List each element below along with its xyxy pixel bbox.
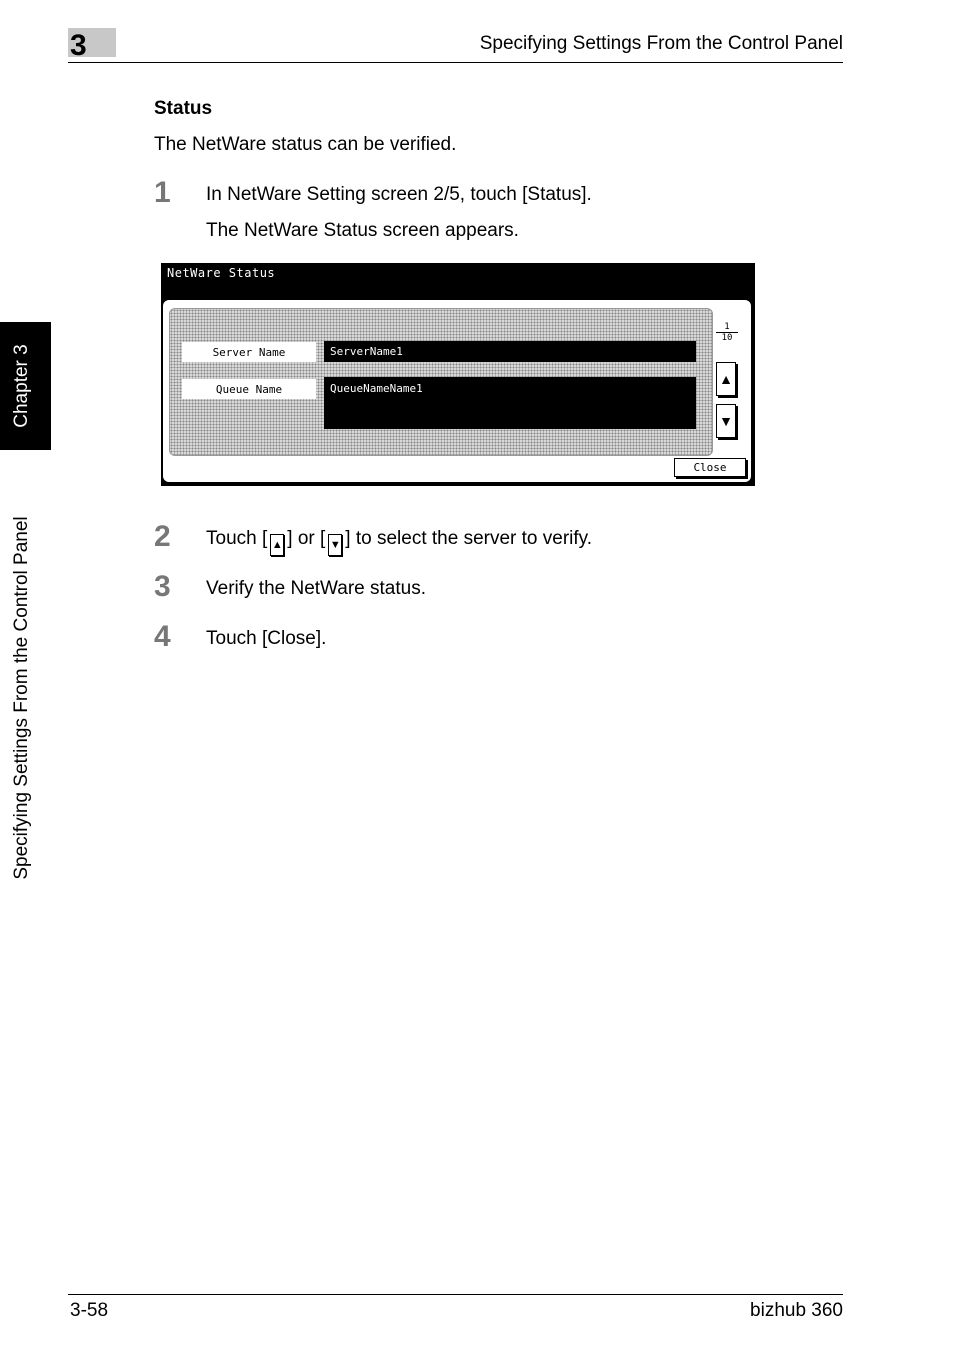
section-heading: Status [154, 98, 213, 119]
step-2-text-before: Touch [ [206, 528, 268, 549]
footer-page-number: 3-58 [70, 1300, 109, 1321]
queue-name-label: Queue Name [182, 379, 316, 399]
arrow-down-icon: ▼ [719, 413, 733, 429]
screen-panel [163, 300, 751, 482]
footer-product-name: bizhub 360 [750, 1300, 843, 1321]
step-2-text-after: ] to select the server to verify. [345, 528, 593, 549]
step-number-4: 4 [154, 620, 171, 653]
close-button[interactable]: Close [674, 458, 746, 477]
step-text-1: In NetWare Setting screen 2/5, touch [Status]. [206, 184, 592, 205]
screen-title: NetWare Status [167, 266, 276, 280]
page-indicator [716, 322, 738, 343]
scroll-up-button[interactable] [716, 362, 736, 396]
inline-arrow-up-icon: ▲ [270, 534, 284, 556]
step-text-2 [206, 528, 592, 556]
server-name-label: Server Name [182, 342, 316, 362]
arrow-up-icon: ▲ [719, 371, 733, 387]
side-section-label: Specifying Settings From the Control Panel [11, 516, 32, 880]
header-title: Specifying Settings From the Control Panel [479, 33, 843, 54]
footer-divider [68, 1294, 843, 1295]
step-number-3: 3 [154, 570, 171, 603]
page-total: 10 [716, 332, 738, 343]
step-text-3: Verify the NetWare status. [206, 578, 426, 599]
section-intro: The NetWare status can be verified. [154, 134, 457, 155]
inline-arrow-down-icon: ▼ [328, 534, 342, 556]
step-result-1: The NetWare Status screen appears. [206, 220, 519, 241]
step-2-text-middle: ] or [ [287, 528, 326, 549]
page-current: 1 [724, 322, 730, 332]
scroll-down-button[interactable] [716, 404, 736, 438]
step-text-4: Touch [Close]. [206, 628, 327, 649]
step-number-1: 1 [154, 176, 171, 209]
server-name-value: ServerName1 [324, 341, 696, 362]
netware-status-screen [161, 263, 755, 486]
header-divider [68, 62, 843, 63]
chapter-number: 3 [70, 29, 87, 62]
queue-name-value: QueueNameName1 [324, 377, 696, 429]
chapter-side-tab-label: Chapter 3 [11, 344, 32, 428]
step-number-2: 2 [154, 520, 171, 553]
